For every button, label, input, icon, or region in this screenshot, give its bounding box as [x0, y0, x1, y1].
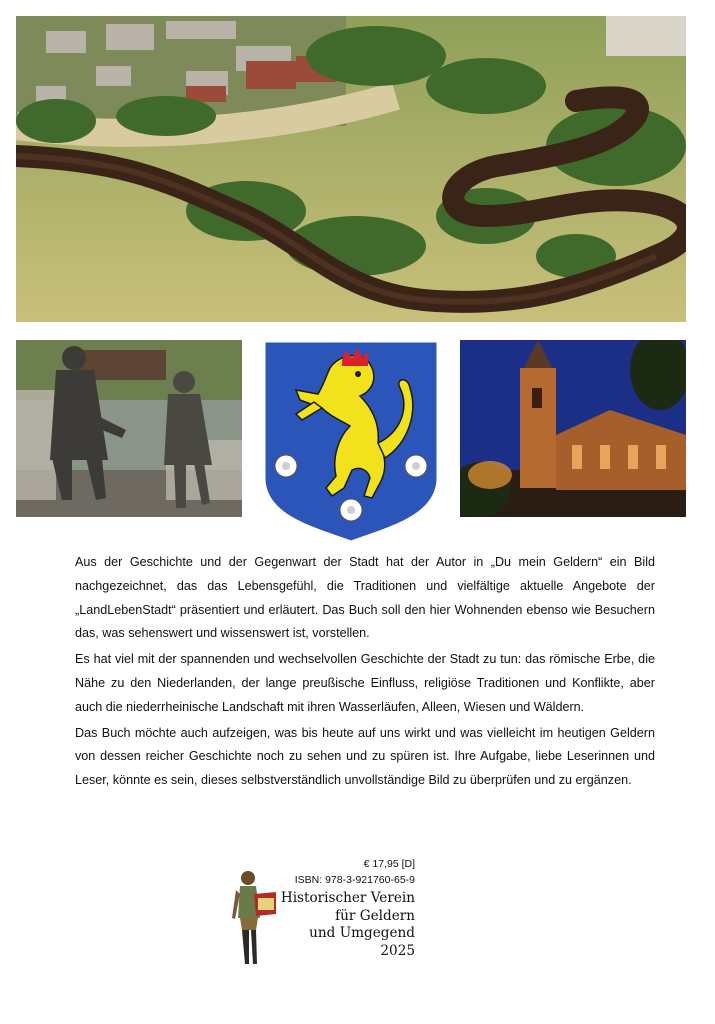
knight-logo-icon	[226, 868, 280, 968]
publisher-line-1: Historischer Verein	[280, 890, 415, 906]
aerial-river-photo	[16, 16, 686, 322]
publisher-line-3: und Umgegend	[309, 925, 415, 941]
body-text	[75, 551, 655, 795]
publisher-name	[280, 890, 415, 960]
coat-of-arms-icon	[260, 338, 442, 544]
paragraph-2: Es hat viel mit der spannenden und wechselvollen Geschichte der Stadt zu tun: das römische Erbe, die Nähe zu den Niederlanden, der lange preußische Einfluss, religiöse Traditionen und Konflikte, aber auch die niederrheinische Landschaft mit ihren Wasserläufen, Alleen, Wiesen und Wäldern.	[75, 652, 655, 714]
paragraph-3: Das Buch möchte auch aufzeigen, was bis heute auf uns wirkt und was vielleicht im heutigen Geldern von dessen reicher Geschichte noch zu sehen und zu spüren ist. Ihre Aufgabe, liebe Leserinnen und Leser, könnte es sein, dieses selbstverständlich unvollständige Bild zu überprüfen und zu ergänzen.	[75, 725, 655, 788]
paragraph-1: Aus der Geschichte und der Gegenwart der Stadt hat der Autor in „Du mein Geldern“ ein Bild nachgezeichnet, das das Lebensgefühl, die Traditionen und vielfältige aktuelle Angebote der „LandLebenStadt“ präsentiert und erläutert. Das Buch soll den hier Wohnenden ebenso wie Besuchern das, was sehenswert und wissenswert ist, vorstellen.	[75, 555, 655, 641]
statue-photo	[16, 340, 242, 517]
publication-year: 2025	[380, 942, 415, 959]
publisher-line-2: für Geldern	[335, 907, 415, 924]
isbn-label: ISBN: 978-3-921760-65-9	[294, 874, 415, 886]
church-night-photo	[460, 340, 686, 517]
price-label: € 17,95 [D]	[363, 858, 415, 870]
